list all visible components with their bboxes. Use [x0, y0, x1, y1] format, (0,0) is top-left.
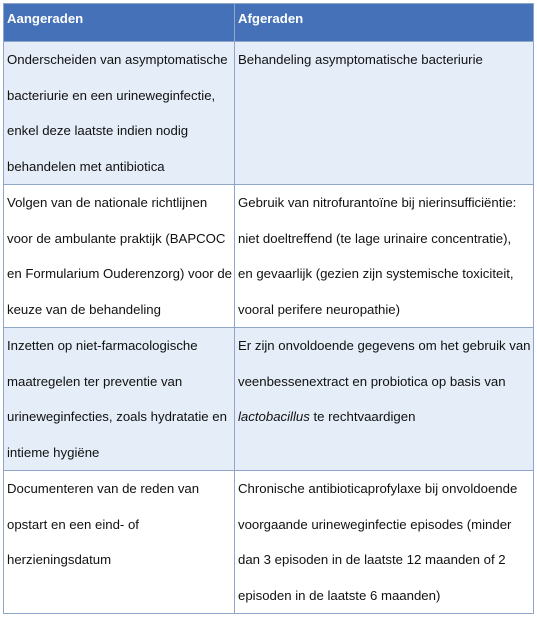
recommended-cell	[4, 42, 235, 185]
cell-line: niet doeltreffend (te lage urinaire concentratie),	[238, 230, 512, 246]
cell-line: intieme hygiëne	[7, 444, 100, 460]
cell-line: voorgaande urineweginfectie episodes (minder	[238, 516, 512, 532]
cell-line: vooral perifere neuropathie)	[238, 301, 401, 317]
cell-line: dan 3 episoden in de laatste 12 maanden of 2	[238, 552, 506, 567]
recommended-cell	[4, 185, 235, 328]
cell-line: Volgen van de nationale richtlijnen	[7, 195, 208, 210]
cell-line: Onderscheiden van asymptomatische	[7, 52, 228, 67]
discouraged-cell	[235, 185, 534, 328]
cell-line: bacteriurie en een urineweginfectie,	[7, 87, 216, 103]
cell-line: herzieningsdatum	[7, 552, 112, 567]
header-recommended: Aangeraden	[4, 4, 235, 42]
cell-line: veenbessenextract en probiotica op basis van	[238, 373, 506, 389]
cell-line: keuze van de behandeling	[7, 301, 161, 317]
cell-line: enkel deze laatste indien nodig	[7, 123, 189, 138]
cell-line: voor de ambulante praktijk (BAPCOC	[7, 230, 226, 246]
cell-line: Behandeling asymptomatische bacteriurie	[238, 52, 483, 67]
italic-term: lactobacillus	[238, 409, 310, 424]
table-row	[4, 328, 534, 471]
header-discouraged: Afgeraden	[235, 4, 534, 42]
recommendations-table	[3, 3, 534, 614]
cell-line: maatregelen ter preventie van	[7, 373, 183, 389]
discouraged-cell	[235, 328, 534, 471]
cell-line: Chronische antibioticaprofylaxe bij onvoldoende	[238, 481, 518, 496]
recommended-cell	[4, 328, 235, 471]
table-row	[4, 185, 534, 328]
cell-line: urineweginfecties, zoals hydratatie en	[7, 409, 227, 424]
cell-line: Inzetten op niet-farmacologische	[7, 338, 198, 353]
cell-line: en gevaarlijk (gezien zijn systemische toxiciteit,	[238, 266, 514, 281]
table-row	[4, 42, 534, 185]
cell-line: Documenteren van de reden van	[7, 481, 200, 496]
recommended-cell	[4, 471, 235, 614]
table-row	[4, 471, 534, 614]
cell-line: Gebruik van nitrofurantoïne bij nierinsufficiëntie:	[238, 195, 517, 210]
cell-line: behandelen met antibiotica	[7, 158, 165, 174]
cell-line	[238, 399, 533, 435]
cell-line: opstart en een eind- of	[7, 516, 139, 532]
discouraged-cell	[235, 42, 534, 185]
discouraged-cell	[235, 471, 534, 614]
cell-line: Er zijn onvoldoende gegevens om het gebruik van	[238, 338, 531, 353]
cell-line: episoden in de laatste 6 maanden)	[238, 587, 441, 603]
cell-line-tail: te rechtvaardigen	[309, 409, 416, 424]
table-header-row	[4, 4, 534, 42]
cell-line: en Formularium Ouderenzorg) voor de	[7, 266, 233, 281]
